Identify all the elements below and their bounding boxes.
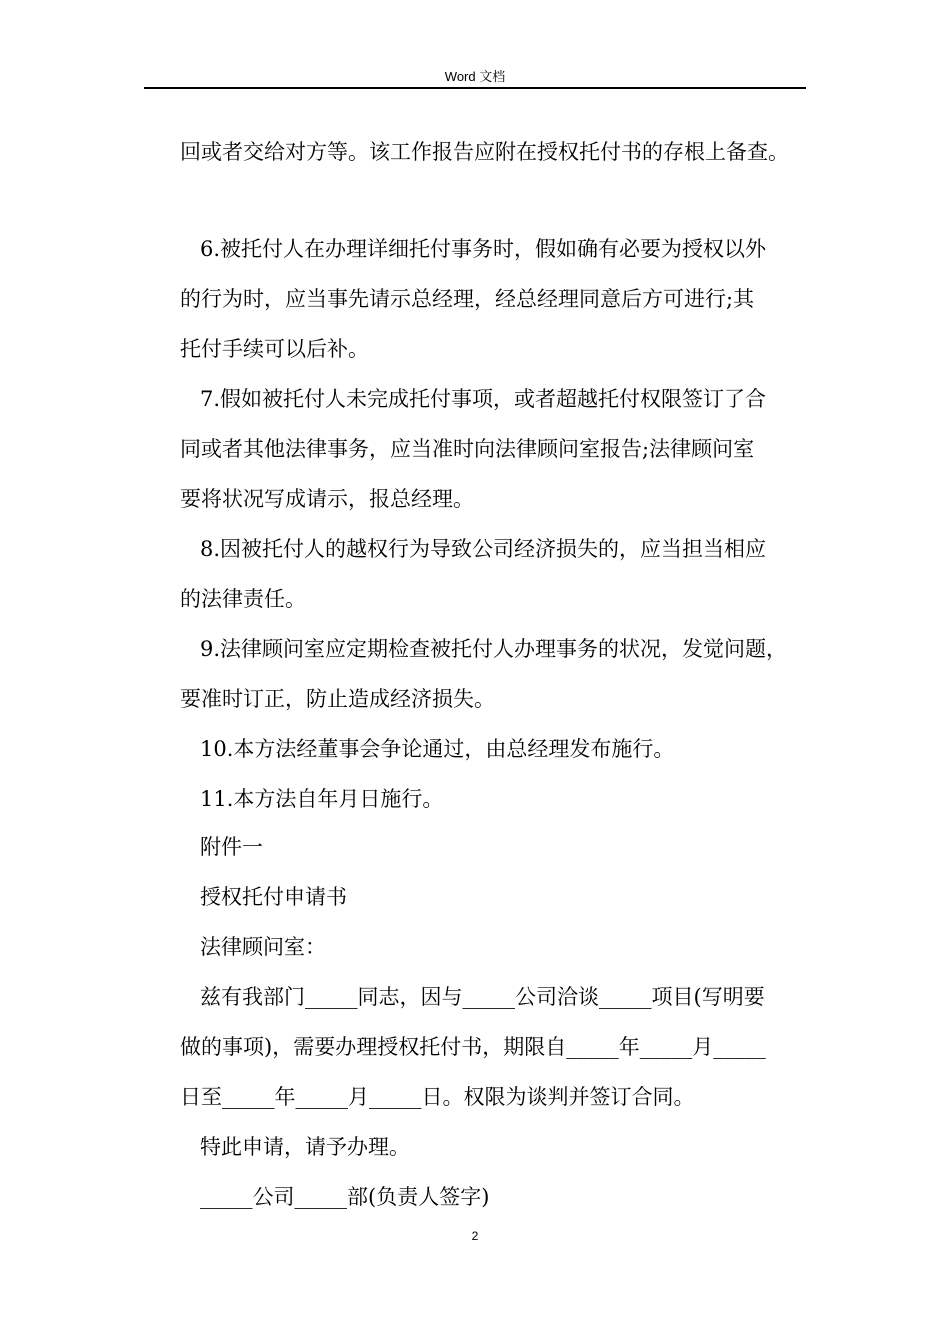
text-line-2: 6.被托付人在办理详细托付事务时，假如确有必要为授权以外 [200, 237, 767, 261]
text-line-14: 附件一 [200, 835, 263, 859]
text-line-13: 11.本方法自年月日施行。 [200, 787, 444, 811]
header-rule [144, 87, 806, 89]
page-number: 2 [471, 1229, 479, 1243]
text-line-4: 托付手续可以后补。 [180, 337, 369, 361]
text-line-7: 要将状况写成请示，报总经理。 [180, 487, 474, 511]
text-line-6: 同或者其他法律事务，应当准时向法律顾问室报告;法律顾问室 [180, 437, 755, 461]
text-line-19: 日至_____年_____月_____日。权限为谈判并签订合同。 [180, 1085, 695, 1109]
text-line-9: 的法律责任。 [180, 587, 306, 611]
text-line-8: 8.因被托付人的越权行为导致公司经济损失的，应当担当相应 [200, 537, 767, 561]
text-line-17: 兹有我部门_____同志，因与_____公司洽谈_____项目(写明要 [200, 985, 765, 1009]
text-line-12: 10.本方法经董事会争论通过，由总经理发布施行。 [200, 737, 675, 761]
text-line-16: 法律顾问室： [200, 935, 326, 959]
text-line-15: 授权托付申请书 [200, 885, 347, 909]
text-line-3: 的行为时，应当事先请示总经理，经总经理同意后方可进行;其 [180, 287, 755, 311]
text-line-1: 回或者交给对方等。该工作报告应附在授权托付书的存根上备查。 [180, 140, 789, 164]
text-line-10: 9.法律顾问室应定期检查被托付人办理事务的状况，发觉问题， [200, 637, 788, 661]
text-line-5: 7.假如被托付人未完成托付事项，或者超越托付权限签订了合 [200, 387, 767, 411]
text-line-18: 做的事项)，需要办理授权托付书，期限自_____年_____月_____ [180, 1035, 766, 1059]
text-line-21: _____公司_____部(负责人签字) [200, 1185, 490, 1209]
text-line-20: 特此申请，请予办理。 [200, 1135, 410, 1159]
page-header: Word 文档 [444, 69, 506, 84]
text-line-11: 要准时订正，防止造成经济损失。 [180, 687, 495, 711]
